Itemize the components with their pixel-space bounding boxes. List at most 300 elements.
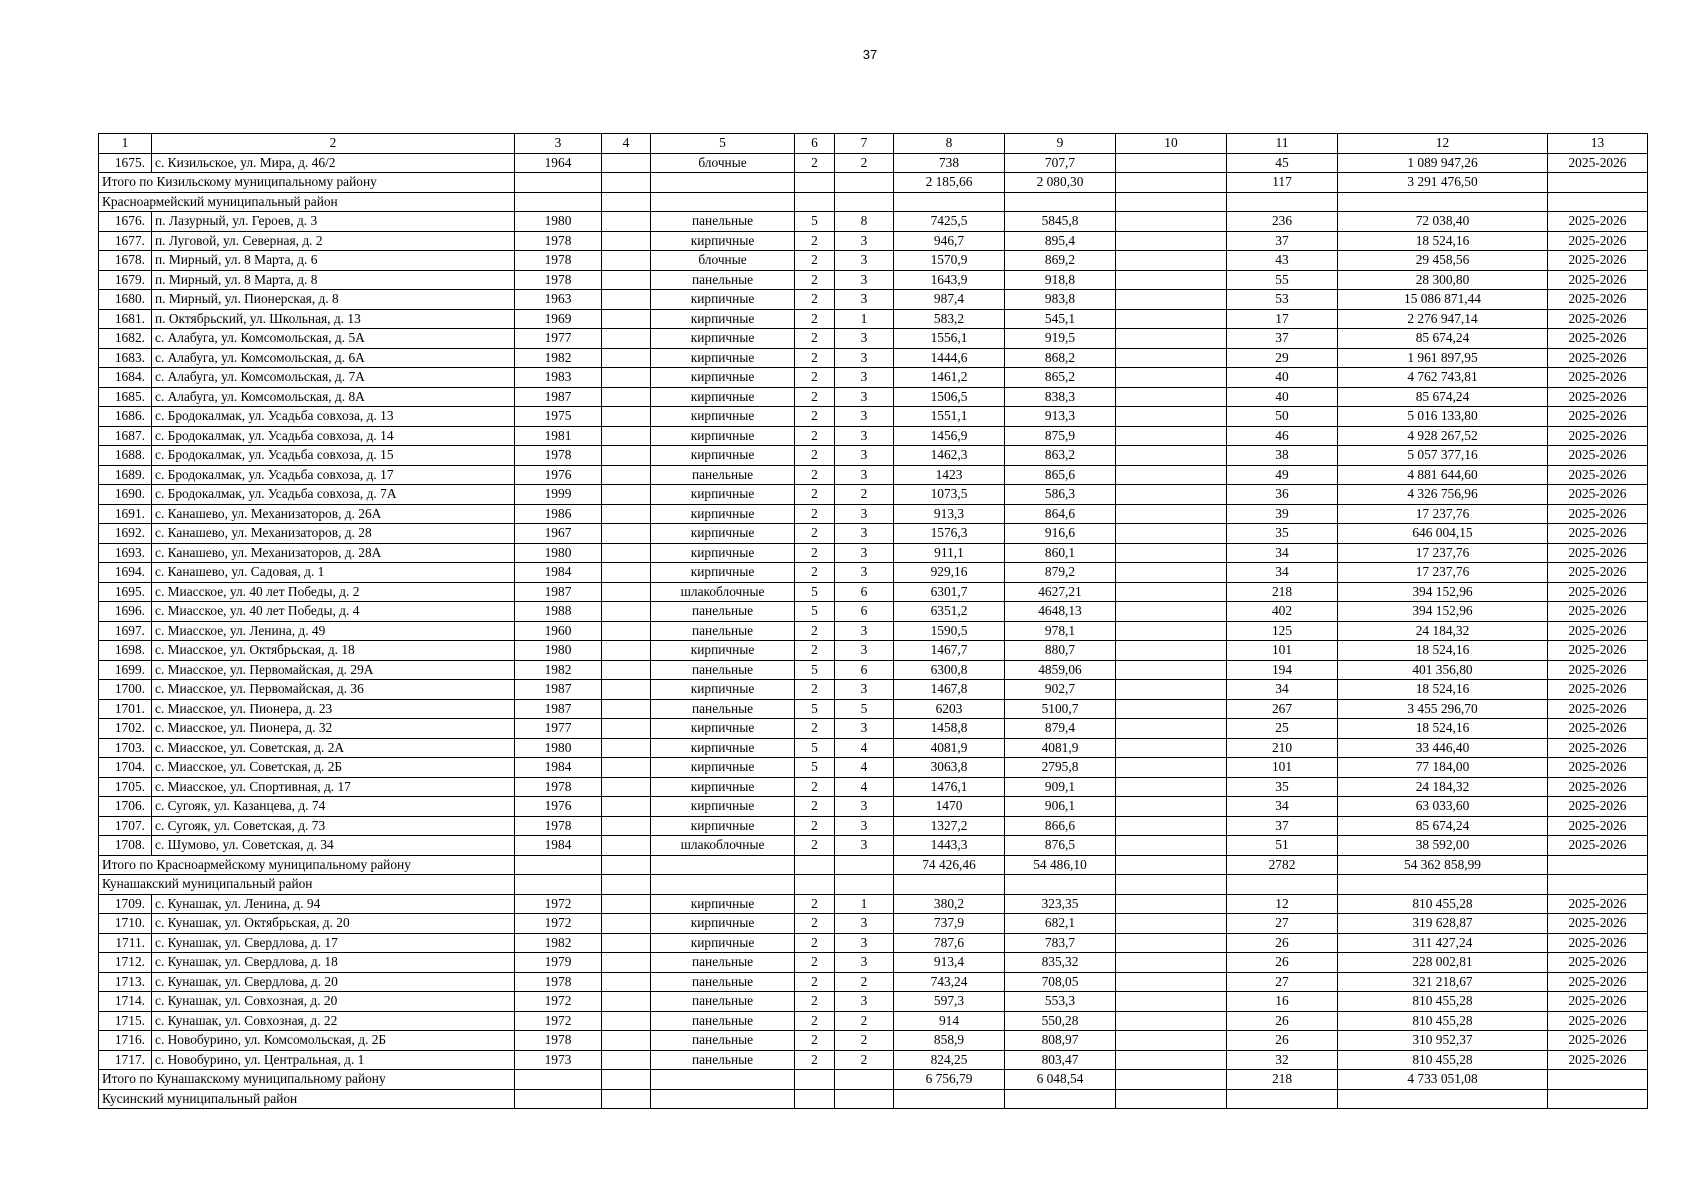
column-number: 7 (835, 134, 894, 154)
row-number-cell: 1707. (99, 816, 152, 836)
column-10-cell (1116, 212, 1227, 232)
year-cell: 1978 (515, 777, 602, 797)
entrances-cell: 3 (835, 387, 894, 407)
period-cell: 2025-2026 (1548, 953, 1648, 973)
cost-cell: 810 455,28 (1338, 1050, 1548, 1070)
year-cell: 1984 (515, 758, 602, 778)
entrances-cell: 3 (835, 719, 894, 739)
column-10-cell (1116, 251, 1227, 271)
column-4-cell (602, 758, 651, 778)
year-cell: 1983 (515, 368, 602, 388)
column-11-cell: 25 (1227, 719, 1338, 739)
column-10-cell (1116, 582, 1227, 602)
entrances-cell: 3 (835, 329, 894, 349)
year-cell: 1960 (515, 621, 602, 641)
floors-cell: 2 (795, 680, 835, 700)
column-11-cell: 51 (1227, 836, 1338, 856)
address-cell: с. Миасское, ул. Октябрьская, д. 18 (152, 641, 515, 661)
address-cell: с. Кизильское, ул. Мира, д. 46/2 (152, 153, 515, 173)
column-4-cell (602, 933, 651, 953)
entrances-cell: 5 (835, 699, 894, 719)
column-9-cell: 876,5 (1005, 836, 1116, 856)
district-section-row (99, 1089, 1648, 1109)
empty-cell (835, 1070, 894, 1090)
cost-cell: 4 928 267,52 (1338, 426, 1548, 446)
table-row (99, 309, 1648, 329)
empty-cell (894, 192, 1005, 212)
address-cell: с. Кунашак, ул. Свердлова, д. 18 (152, 953, 515, 973)
column-4-cell (602, 582, 651, 602)
column-9-cell: 545,1 (1005, 309, 1116, 329)
column-4-cell (602, 816, 651, 836)
column-11-cell: 53 (1227, 290, 1338, 310)
period-cell: 2025-2026 (1548, 621, 1648, 641)
table-row (99, 251, 1648, 271)
column-number: 4 (602, 134, 651, 154)
row-number-cell: 1683. (99, 348, 152, 368)
table-row (99, 816, 1648, 836)
address-cell: п. Октябрьский, ул. Школьная, д. 13 (152, 309, 515, 329)
column-8-cell: 1462,3 (894, 446, 1005, 466)
column-4-cell (602, 992, 651, 1012)
column-4-cell (602, 680, 651, 700)
row-number-cell: 1716. (99, 1031, 152, 1051)
empty-cell (795, 173, 835, 193)
column-4-cell (602, 1031, 651, 1051)
column-8-cell: 1073,5 (894, 485, 1005, 505)
column-4-cell (602, 1050, 651, 1070)
floors-cell: 5 (795, 212, 835, 232)
column-10-cell (1116, 777, 1227, 797)
table-row (99, 621, 1648, 641)
wall-material-cell: кирпичные (651, 758, 795, 778)
address-cell: с. Сугояк, ул. Советская, д. 73 (152, 816, 515, 836)
floors-cell: 2 (795, 777, 835, 797)
column-11-cell: 40 (1227, 387, 1338, 407)
address-cell: с. Кунашак, ул. Свердлова, д. 17 (152, 933, 515, 953)
column-9-cell: 783,7 (1005, 933, 1116, 953)
column-4-cell (602, 329, 651, 349)
column-9-cell: 906,1 (1005, 797, 1116, 817)
column-10-cell (1116, 1031, 1227, 1051)
floors-cell: 2 (795, 309, 835, 329)
column-10-cell (1116, 933, 1227, 953)
address-cell: с. Миасское, ул. Первомайская, д. 36 (152, 680, 515, 700)
period-cell: 2025-2026 (1548, 992, 1648, 1012)
wall-material-cell: кирпичные (651, 680, 795, 700)
column-8-cell: 987,4 (894, 290, 1005, 310)
table-row (99, 563, 1648, 583)
year-cell: 1980 (515, 543, 602, 563)
address-cell: с. Алабуга, ул. Комсомольская, д. 5А (152, 329, 515, 349)
column-10-cell (1116, 836, 1227, 856)
row-number-cell: 1693. (99, 543, 152, 563)
column-10-cell (1116, 563, 1227, 583)
floors-cell: 2 (795, 816, 835, 836)
period-cell: 2025-2026 (1548, 582, 1648, 602)
column-8-cell: 1443,3 (894, 836, 1005, 856)
row-number-cell: 1681. (99, 309, 152, 329)
table-row (99, 1011, 1648, 1031)
column-11-cell: 236 (1227, 212, 1338, 232)
column-8-cell: 1590,5 (894, 621, 1005, 641)
column-11-cell: 29 (1227, 348, 1338, 368)
row-number-cell: 1691. (99, 504, 152, 524)
column-11-cell: 27 (1227, 972, 1338, 992)
wall-material-cell: кирпичные (651, 797, 795, 817)
column-10-cell (1116, 621, 1227, 641)
empty-cell (894, 875, 1005, 895)
total-column-9-cell: 2 080,30 (1005, 173, 1116, 193)
floors-cell: 2 (795, 329, 835, 349)
column-9-cell: 869,2 (1005, 251, 1116, 271)
column-8-cell: 1556,1 (894, 329, 1005, 349)
entrances-cell: 2 (835, 153, 894, 173)
entrances-cell: 2 (835, 1050, 894, 1070)
empty-cell (651, 173, 795, 193)
total-column-11-cell: 218 (1227, 1070, 1338, 1090)
row-number-cell: 1712. (99, 953, 152, 973)
column-number: 12 (1338, 134, 1548, 154)
empty-cell (1548, 855, 1648, 875)
table-row (99, 992, 1648, 1012)
column-9-cell: 866,6 (1005, 816, 1116, 836)
cost-cell: 401 356,80 (1338, 660, 1548, 680)
year-cell: 1980 (515, 641, 602, 661)
row-number-cell: 1690. (99, 485, 152, 505)
wall-material-cell: кирпичные (651, 816, 795, 836)
cost-cell: 72 038,40 (1338, 212, 1548, 232)
period-cell: 2025-2026 (1548, 797, 1648, 817)
year-cell: 1987 (515, 582, 602, 602)
row-number-cell: 1688. (99, 446, 152, 466)
period-cell: 2025-2026 (1548, 563, 1648, 583)
year-cell: 1969 (515, 309, 602, 329)
column-11-cell: 34 (1227, 680, 1338, 700)
period-cell: 2025-2026 (1548, 231, 1648, 251)
housing-register-table (98, 133, 1648, 1109)
year-cell: 1972 (515, 894, 602, 914)
period-cell: 2025-2026 (1548, 290, 1648, 310)
cost-cell: 33 446,40 (1338, 738, 1548, 758)
column-9-cell: 708,05 (1005, 972, 1116, 992)
column-10-cell (1116, 914, 1227, 934)
table-row (99, 348, 1648, 368)
period-cell: 2025-2026 (1548, 816, 1648, 836)
wall-material-cell: панельные (651, 1050, 795, 1070)
column-11-cell: 43 (1227, 251, 1338, 271)
year-cell: 1977 (515, 329, 602, 349)
address-cell: с. Миасское, ул. Первомайская, д. 29А (152, 660, 515, 680)
empty-cell (651, 1089, 795, 1109)
column-8-cell: 1467,8 (894, 680, 1005, 700)
column-9-cell: 707,7 (1005, 153, 1116, 173)
cost-cell: 18 524,16 (1338, 641, 1548, 661)
district-name-cell: Кунашакский муниципальный район (99, 875, 515, 895)
column-8-cell: 1576,3 (894, 524, 1005, 544)
entrances-cell: 3 (835, 504, 894, 524)
period-cell: 2025-2026 (1548, 836, 1648, 856)
cost-cell: 810 455,28 (1338, 1011, 1548, 1031)
period-cell: 2025-2026 (1548, 680, 1648, 700)
column-number: 6 (795, 134, 835, 154)
wall-material-cell: панельные (651, 953, 795, 973)
cost-cell: 646 004,15 (1338, 524, 1548, 544)
wall-material-cell: кирпичные (651, 329, 795, 349)
column-11-cell: 37 (1227, 231, 1338, 251)
empty-cell (795, 1089, 835, 1109)
year-cell: 1978 (515, 231, 602, 251)
empty-cell (1227, 192, 1338, 212)
address-cell: с. Канашево, ул. Механизаторов, д. 28 (152, 524, 515, 544)
floors-cell: 2 (795, 836, 835, 856)
column-4-cell (602, 894, 651, 914)
row-number-cell: 1701. (99, 699, 152, 719)
year-cell: 1973 (515, 1050, 602, 1070)
floors-cell: 2 (795, 1050, 835, 1070)
table-row (99, 699, 1648, 719)
table-row (99, 972, 1648, 992)
address-cell: с. Миасское, ул. 40 лет Победы, д. 4 (152, 602, 515, 622)
column-9-cell: 838,3 (1005, 387, 1116, 407)
period-cell: 2025-2026 (1548, 758, 1648, 778)
column-9-cell: 4648,13 (1005, 602, 1116, 622)
column-8-cell: 1461,2 (894, 368, 1005, 388)
period-cell: 2025-2026 (1548, 1050, 1648, 1070)
address-cell: с. Миасское, ул. Ленина, д. 49 (152, 621, 515, 641)
column-9-cell: 913,3 (1005, 407, 1116, 427)
column-4-cell (602, 524, 651, 544)
address-cell: с. Бродокалмак, ул. Усадьба совхоза, д. 17 (152, 465, 515, 485)
cost-cell: 2 276 947,14 (1338, 309, 1548, 329)
table-row (99, 485, 1648, 505)
row-number-cell: 1676. (99, 212, 152, 232)
column-8-cell: 1444,6 (894, 348, 1005, 368)
year-cell: 1967 (515, 524, 602, 544)
wall-material-cell: кирпичные (651, 933, 795, 953)
empty-cell (1338, 875, 1548, 895)
period-cell: 2025-2026 (1548, 699, 1648, 719)
wall-material-cell: кирпичные (651, 231, 795, 251)
period-cell: 2025-2026 (1548, 660, 1648, 680)
entrances-cell: 3 (835, 797, 894, 817)
district-total-row (99, 855, 1648, 875)
cost-cell: 18 524,16 (1338, 231, 1548, 251)
column-4-cell (602, 504, 651, 524)
total-column-8-cell: 74 426,46 (894, 855, 1005, 875)
year-cell: 1981 (515, 426, 602, 446)
table-row (99, 660, 1648, 680)
table-row (99, 504, 1648, 524)
column-8-cell: 737,9 (894, 914, 1005, 934)
period-cell: 2025-2026 (1548, 933, 1648, 953)
wall-material-cell: кирпичные (651, 387, 795, 407)
column-10-cell (1116, 719, 1227, 739)
period-cell: 2025-2026 (1548, 641, 1648, 661)
column-10-cell (1116, 953, 1227, 973)
column-9-cell: 918,8 (1005, 270, 1116, 290)
total-cost-cell: 3 291 476,50 (1338, 173, 1548, 193)
column-10-cell (1116, 524, 1227, 544)
entrances-cell: 3 (835, 465, 894, 485)
year-cell: 1976 (515, 797, 602, 817)
floors-cell: 2 (795, 894, 835, 914)
table-row (99, 894, 1648, 914)
entrances-cell: 4 (835, 758, 894, 778)
period-cell: 2025-2026 (1548, 719, 1648, 739)
total-column-9-cell: 54 486,10 (1005, 855, 1116, 875)
column-4-cell (602, 1011, 651, 1031)
entrances-cell: 3 (835, 543, 894, 563)
empty-cell (1338, 192, 1548, 212)
cost-cell: 85 674,24 (1338, 387, 1548, 407)
empty-cell (1548, 173, 1648, 193)
entrances-cell: 3 (835, 641, 894, 661)
period-cell: 2025-2026 (1548, 309, 1648, 329)
entrances-cell: 3 (835, 836, 894, 856)
address-cell: с. Новобурино, ул. Центральная, д. 1 (152, 1050, 515, 1070)
wall-material-cell: кирпичные (651, 504, 795, 524)
empty-cell (795, 855, 835, 875)
period-cell: 2025-2026 (1548, 972, 1648, 992)
floors-cell: 2 (795, 153, 835, 173)
address-cell: п. Мирный, ул. 8 Марта, д. 8 (152, 270, 515, 290)
column-4-cell (602, 368, 651, 388)
entrances-cell: 3 (835, 953, 894, 973)
entrances-cell: 3 (835, 621, 894, 641)
wall-material-cell: шлакоблочные (651, 836, 795, 856)
total-column-8-cell: 2 185,66 (894, 173, 1005, 193)
entrances-cell: 6 (835, 582, 894, 602)
column-11-cell: 101 (1227, 758, 1338, 778)
cost-cell: 77 184,00 (1338, 758, 1548, 778)
column-11-cell: 39 (1227, 504, 1338, 524)
row-number-cell: 1684. (99, 368, 152, 388)
column-11-cell: 26 (1227, 1011, 1338, 1031)
empty-cell (835, 1089, 894, 1109)
empty-cell (835, 855, 894, 875)
entrances-cell: 8 (835, 212, 894, 232)
period-cell: 2025-2026 (1548, 368, 1648, 388)
column-11-cell: 125 (1227, 621, 1338, 641)
period-cell: 2025-2026 (1548, 914, 1648, 934)
wall-material-cell: кирпичные (651, 368, 795, 388)
column-9-cell: 682,1 (1005, 914, 1116, 934)
column-4-cell (602, 719, 651, 739)
wall-material-cell: блочные (651, 251, 795, 271)
column-4-cell (602, 543, 651, 563)
table-row (99, 368, 1648, 388)
column-10-cell (1116, 387, 1227, 407)
floors-cell: 2 (795, 1011, 835, 1031)
column-8-cell: 858,9 (894, 1031, 1005, 1051)
column-9-cell: 860,1 (1005, 543, 1116, 563)
column-10-cell (1116, 329, 1227, 349)
entrances-cell: 4 (835, 777, 894, 797)
column-10-cell (1116, 290, 1227, 310)
row-number-cell: 1694. (99, 563, 152, 583)
row-number-cell: 1704. (99, 758, 152, 778)
year-cell: 1984 (515, 563, 602, 583)
period-cell: 2025-2026 (1548, 504, 1648, 524)
empty-cell (835, 173, 894, 193)
column-10-cell (1116, 485, 1227, 505)
cost-cell: 4 762 743,81 (1338, 368, 1548, 388)
column-8-cell: 1551,1 (894, 407, 1005, 427)
column-8-cell: 913,3 (894, 504, 1005, 524)
column-10-cell (1116, 738, 1227, 758)
column-10-cell (1116, 758, 1227, 778)
column-10-cell (1116, 641, 1227, 661)
entrances-cell: 3 (835, 348, 894, 368)
address-cell: с. Кунашак, ул. Свердлова, д. 20 (152, 972, 515, 992)
period-cell: 2025-2026 (1548, 212, 1648, 232)
total-label-cell: Итого по Красноармейскому муниципальному району (99, 855, 515, 875)
address-cell: с. Канашево, ул. Механизаторов, д. 28А (152, 543, 515, 563)
table-row (99, 1050, 1648, 1070)
cost-cell: 85 674,24 (1338, 816, 1548, 836)
floors-cell: 2 (795, 231, 835, 251)
column-8-cell: 1506,5 (894, 387, 1005, 407)
table-row (99, 641, 1648, 661)
column-11-cell: 17 (1227, 309, 1338, 329)
period-cell: 2025-2026 (1548, 777, 1648, 797)
column-9-cell: 803,47 (1005, 1050, 1116, 1070)
wall-material-cell: кирпичные (651, 426, 795, 446)
column-9-cell: 550,28 (1005, 1011, 1116, 1031)
year-cell: 1978 (515, 251, 602, 271)
row-number-cell: 1678. (99, 251, 152, 271)
period-cell: 2025-2026 (1548, 894, 1648, 914)
address-cell: с. Канашево, ул. Садовая, д. 1 (152, 563, 515, 583)
column-4-cell (602, 777, 651, 797)
address-cell: с. Миасское, ул. Советская, д. 2А (152, 738, 515, 758)
column-4-cell (602, 446, 651, 466)
cost-cell: 810 455,28 (1338, 894, 1548, 914)
address-cell: с. Миасское, ул. 40 лет Победы, д. 2 (152, 582, 515, 602)
floors-cell: 5 (795, 699, 835, 719)
total-column-11-cell: 117 (1227, 173, 1338, 193)
district-total-row (99, 1070, 1648, 1090)
column-4-cell (602, 212, 651, 232)
year-cell: 1972 (515, 1011, 602, 1031)
entrances-cell: 3 (835, 933, 894, 953)
empty-cell (1116, 1070, 1227, 1090)
empty-cell (1116, 875, 1227, 895)
floors-cell: 2 (795, 368, 835, 388)
address-cell: с. Кунашак, ул. Совхозная, д. 20 (152, 992, 515, 1012)
empty-cell (1338, 1089, 1548, 1109)
year-cell: 1977 (515, 719, 602, 739)
district-name-cell: Кусинский муниципальный район (99, 1089, 515, 1109)
entrances-cell: 1 (835, 894, 894, 914)
wall-material-cell: панельные (651, 212, 795, 232)
row-number-cell: 1677. (99, 231, 152, 251)
empty-cell (602, 173, 651, 193)
year-cell: 1986 (515, 504, 602, 524)
wall-material-cell: кирпичные (651, 348, 795, 368)
column-8-cell: 7425,5 (894, 212, 1005, 232)
year-cell: 1978 (515, 270, 602, 290)
address-cell: п. Лазурный, ул. Героев, д. 3 (152, 212, 515, 232)
column-9-cell: 835,32 (1005, 953, 1116, 973)
entrances-cell: 2 (835, 1031, 894, 1051)
column-number: 2 (152, 134, 515, 154)
wall-material-cell: кирпичные (651, 543, 795, 563)
wall-material-cell: панельные (651, 972, 795, 992)
column-11-cell: 50 (1227, 407, 1338, 427)
total-label-cell: Итого по Кунашакскому муниципальному району (99, 1070, 515, 1090)
